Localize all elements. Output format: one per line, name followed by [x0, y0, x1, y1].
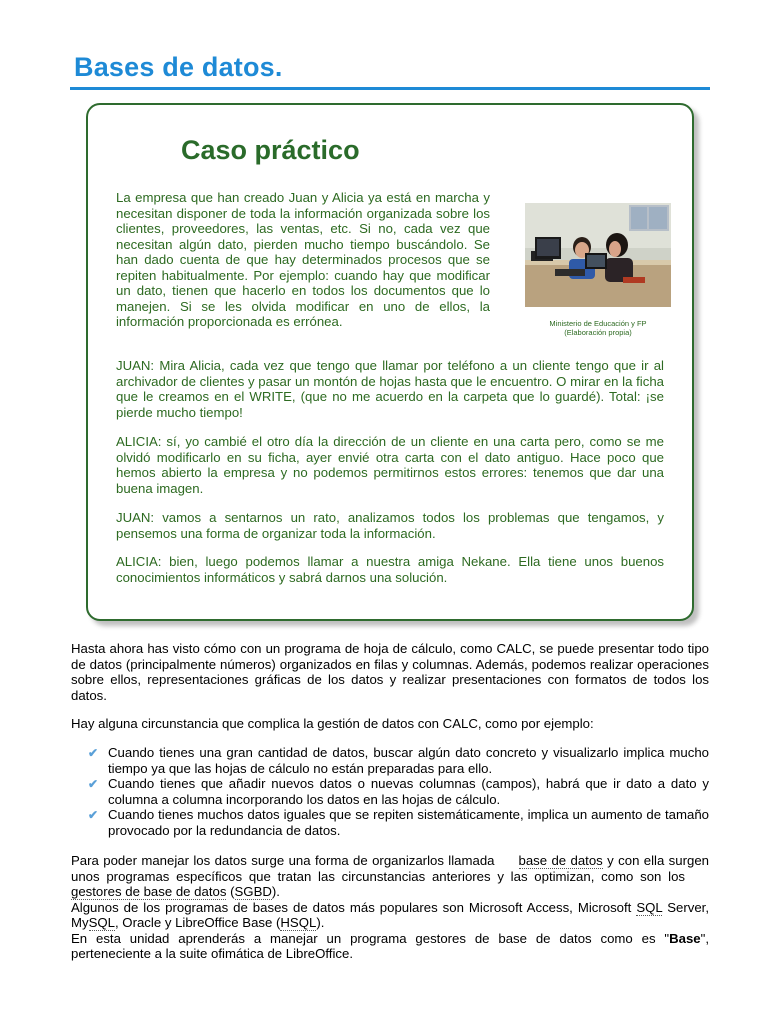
paragraph-text: Para poder manejar los datos surge una forma de organizarlos llamada	[71, 853, 495, 868]
dialog-juan-2: JUAN: vamos a sentarnos un rato, analizamos todos los problemas que tengamos, y pensemos una forma de organizar toda la información.	[116, 510, 664, 541]
paragraph-text: ", perteneciente a la suite ofimática de LibreOffice.	[71, 930, 709, 961]
glossary-link-sql[interactable]: SQL	[636, 899, 663, 915]
glossary-link-base-de-datos[interactable]: base de datos	[518, 853, 603, 868]
dialog-juan-1: JUAN: Mira Alicia, cada vez que tengo que llamar por teléfono a un cliente tengo que ir al archivador de clientes y pasar un montón de hojas hasta que le encuentro. O mirar en la ficha que le creamos en el WRITE, (que no me acuerdo en la carpeta que lo guardé). Total: ¡se pierde mucho tiempo!	[116, 358, 664, 420]
photo-caption-line1: Ministerio de Educación y FP	[549, 319, 647, 328]
list-item-text: Cuando tienes una gran cantidad de datos, buscar algún dato concreto y visualizarlo implica mucho tiempo ya que las hojas de cálculo no están preparadas para ello.	[108, 745, 709, 776]
paragraph-text: ).	[316, 915, 325, 930]
paragraph-bold: Base	[669, 930, 701, 946]
office-photo-illustration	[525, 203, 671, 307]
paragraph-circumstances: Hay alguna circunstancia que complica la gestión de datos con CALC, como por ejemplo:	[71, 716, 594, 731]
checkmark-icon: ✔	[88, 808, 99, 822]
paragraph-text: ).	[271, 884, 280, 899]
list-item	[88, 776, 709, 807]
list-item-text: Cuando tienes muchos datos iguales que se repiten sistemáticamente, implica un aumento de tamaño provocado por la redundancia de datos.	[108, 807, 709, 838]
circumstances-list	[88, 745, 709, 838]
paragraph-text: Server, My	[71, 899, 710, 930]
dialog-alicia-1: ALICIA: sí, yo cambié el otro día la dirección de un cliente en una carta pero, como se me olvidó modificarlo en su ficha, ayer envié otra carta con el dato antiguo. Hace poco que hemos abierto la empresa y no podemos permitirnos estos errores: tenemos que dar una buena imagen.	[116, 434, 664, 496]
list-item-text: Cuando tienes que añadir nuevos datos o nuevas columnas (campos), habrá que ir dato a dato y columna a columna incorporando los datos en las hojas de cálculo.	[108, 776, 709, 807]
list-item	[88, 807, 709, 838]
checkmark-icon: ✔	[88, 777, 99, 791]
checkmark-icon: ✔	[88, 746, 99, 760]
glossary-link-sgbd[interactable]: SGBD	[234, 884, 272, 899]
glossary-link-gestores[interactable]: gestores de base de datos	[71, 884, 227, 899]
paragraph-databases	[71, 853, 709, 962]
list-item	[88, 745, 709, 776]
glossary-link-mysql[interactable]: SQL	[88, 915, 115, 930]
photo-caption	[512, 319, 684, 337]
paragraph-text: y con ella surgen unos programas específicos que tratan las circunstancias anteriores y las optimizan, como son los	[71, 853, 710, 884]
title-underline	[70, 87, 710, 90]
photo-caption-line2: (Elaboración propia)	[564, 328, 632, 337]
case-study-title: Caso práctico	[181, 135, 360, 165]
paragraph-text: , Oracle y LibreOffice Base (	[114, 915, 281, 930]
case-intro-text: La empresa que han creado Juan y Alicia ya está en marcha y necesitan disponer de toda la información organizada sobre los clientes, proveedores, las ventas, etc. Si no, cada vez que necesitan algún dato, pierden mucho tiempo buscándolo. Se han dado cuenta de que hay determinados procesos que se repiten habitualmente. Por ejemplo: cuando hay que modificar un dato, tienen que hacerlo en todos los documentos que lo manejen. Si se les olvida modificar en uno de ellos, la información proporcionada es errónea.	[116, 190, 490, 329]
paragraph-text: En esta unidad aprenderás a manejar un programa gestores de base de datos como es "	[71, 930, 670, 946]
case-photo	[525, 203, 671, 307]
glossary-link-hsql[interactable]: HSQL	[280, 915, 317, 930]
paragraph-text: (	[230, 884, 235, 899]
paragraph-intro: Hasta ahora has visto cómo con un programa de hoja de cálculo, como CALC, se puede presentar todo tipo de datos (principalmente números) organizados en filas y columnas. Además, podemos realizar operaciones sobre ellos, representaciones gráficas de los datos y realizar presentaciones con formatos de todos los datos.	[71, 641, 709, 703]
paragraph-text: Algunos de los programas de bases de datos más populares son Microsoft Access, Microsoft	[71, 899, 632, 915]
dialog-alicia-2: ALICIA: bien, luego podemos llamar a nuestra amiga Nekane. Ella tiene unos buenos conocimientos informáticos y sabrá darnos una solución.	[116, 554, 664, 585]
page-title: Bases de datos.	[74, 52, 283, 82]
